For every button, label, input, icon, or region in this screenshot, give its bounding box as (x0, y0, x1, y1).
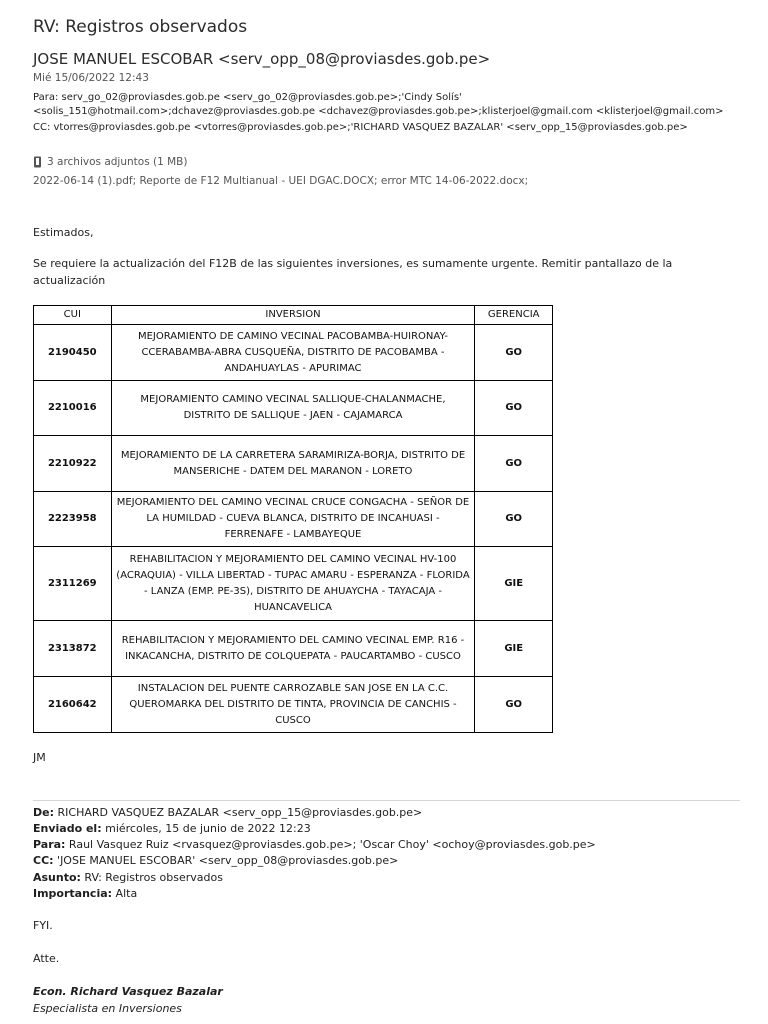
table-row (34, 381, 553, 436)
cell-gerencia: GO (475, 325, 553, 381)
sender-name[interactable]: JOSE MANUEL ESCOBAR <serv_opp_08@proviasdes.gob.pe> (33, 50, 491, 68)
signature-title: Especialista en Inversiones (33, 1002, 182, 1015)
forward-from-value[interactable]: RICHARD VASQUEZ BAZALAR <serv_opp_15@proviasdes.gob.pe> (54, 806, 423, 819)
forward-cc-value[interactable]: 'JOSE MANUEL ESCOBAR' <serv_opp_08@proviasdes.gob.pe> (53, 854, 399, 867)
header-inversion: INVERSION (111, 306, 475, 325)
forward-subject-value: RV: Registros observados (80, 871, 223, 884)
investments-table (33, 305, 553, 733)
forward-sent-label: Enviado el: (33, 822, 102, 835)
cell-inversion: MEJORAMIENTO CAMINO VECINAL SALLIQUE-CHALANMACHE, DISTRITO DE SALLIQUE - JAEN - CAJAMARCA (111, 381, 475, 436)
body-greeting: Estimados, (33, 226, 94, 239)
cell-inversion: REHABILITACION Y MEJORAMIENTO DEL CAMINO VECINAL EMP. R16 - INKACANCHA, DISTRITO DE COLQUEPATA - PAUCARTAMBO - CUSCO (111, 621, 475, 677)
forward-sent-value: miércoles, 15 de junio de 2022 12:23 (101, 822, 311, 835)
signature-name: Econ. Richard Vasquez Bazalar (33, 985, 223, 998)
cell-gerencia: GO (475, 381, 553, 436)
forward-importance-label: Importancia: (33, 887, 113, 900)
cell-cui: 2313872 (34, 621, 112, 677)
forward-to-value[interactable]: Raul Vasquez Ruiz <rvasquez@proviasdes.gob.pe>; 'Oscar Choy' <ochoy@proviasdes.gob.pe> (65, 838, 596, 851)
forward-closing: Atte. (33, 952, 60, 965)
cell-inversion: MEJORAMIENTO DE CAMINO VECINAL PACOBAMBA-HUIRONAY-CCERABAMBA-ABRA CUSQUEÑA, DISTRITO DE PACOBAMBA - ANDAHUAYLAS - APURIMAC (111, 325, 475, 381)
forward-divider (33, 800, 740, 801)
attachments-file-list[interactable]: 2022-06-14 (1).pdf; Reporte de F12 Multianual - UEI DGAC.DOCX; error MTC 14-06-2022.docx; (33, 175, 529, 187)
cell-inversion: MEJORAMIENTO DEL CAMINO VECINAL CRUCE CONGACHA - SEÑOR DE LA HUMILDAD - CUEVA BLANCA, DISTRITO DE INCAHUASI - FERRENAFE - LAMBAYEQUE (111, 492, 475, 547)
cell-gerencia: GIE (475, 621, 553, 677)
forward-importance-value: Alta (112, 887, 138, 900)
forward-importance (33, 887, 137, 900)
attachments-toggle[interactable] (33, 156, 187, 168)
cell-inversion: INSTALACION DEL PUENTE CARROZABLE SAN JOSE EN LA C.C. QUEROMARKA DEL DISTRITO DE TINTA, PROVINCIA DE CANCHIS - CUSCO (111, 677, 475, 733)
email-subject: RV: Registros observados (33, 17, 248, 37)
cell-cui: 2210922 (34, 436, 112, 492)
forward-from-label: De: (33, 806, 54, 819)
forward-subject (33, 871, 223, 884)
cell-cui: 2223958 (34, 492, 112, 547)
cell-gerencia: GO (475, 492, 553, 547)
cell-inversion: MEJORAMIENTO DE LA CARRETERA SARAMIRIZA-BORJA, DISTRITO DE MANSERICHE - DATEM DEL MARANON - LORETO (111, 436, 475, 492)
header-cui: CUI (34, 306, 112, 325)
sent-date: Mié 15/06/2022 12:43 (33, 72, 149, 84)
table-row (34, 677, 553, 733)
recipients-to-line-1[interactable]: Para: serv_go_02@proviasdes.gob.pe <serv_go_02@proviasdes.gob.pe>;'Cindy Solís' (33, 92, 462, 103)
cell-cui: 2210016 (34, 381, 112, 436)
paperclip-icon (33, 156, 42, 168)
forward-sent (33, 822, 311, 835)
header-gerencia: GERENCIA (475, 306, 553, 325)
forward-cc-label: CC: (33, 854, 54, 867)
forward-to (33, 838, 596, 851)
body-request-line-2: actualización (33, 274, 106, 287)
cell-gerencia: GO (475, 436, 553, 492)
attachments-summary: 3 archivos adjuntos (1 MB) (47, 156, 188, 168)
table-row (34, 492, 553, 547)
table-row (34, 547, 553, 621)
recipients-to-line-2[interactable]: <solis_151@hotmail.com>;dchavez@proviasdes.gob.pe <dchavez@proviasdes.gob.pe>;klisterjoel@gmail.com <klisterjoel@gmail.com> (33, 106, 724, 117)
cell-cui: 2311269 (34, 547, 112, 621)
forward-cc (33, 854, 398, 867)
cell-gerencia: GIE (475, 547, 553, 621)
table-row (34, 436, 553, 492)
table-header-row (34, 306, 553, 325)
body-request-line-1: Se requiere la actualización del F12B de las siguientes inversiones, es sumamente urgente. Remitir pantallazo de la (33, 257, 673, 270)
body-signature: JM (33, 751, 46, 764)
cell-cui: 2190450 (34, 325, 112, 381)
table-row (34, 325, 553, 381)
cell-gerencia: GO (475, 677, 553, 733)
table-row (34, 621, 553, 677)
cell-inversion: REHABILITACION Y MEJORAMIENTO DEL CAMINO VECINAL HV-100 (ACRAQUIA) - VILLA LIBERTAD - TUPAC AMARU - ESPERANZA - FLORIDA - LANZA (EMP. PE-3S), DISTRITO DE AHUAYCHA - TAYACAJA - HUANCAVELICA (111, 547, 475, 621)
cell-cui: 2160642 (34, 677, 112, 733)
forward-to-label: Para: (33, 838, 66, 851)
forward-from (33, 806, 422, 819)
forward-fyi: FYI. (33, 919, 53, 932)
recipients-cc-line[interactable]: CC: vtorres@proviasdes.gob.pe <vtorres@proviasdes.gob.pe>;'RICHARD VASQUEZ BAZALAR' <serv_opp_15@proviasdes.gob.pe> (33, 122, 688, 133)
forward-subject-label: Asunto: (33, 871, 81, 884)
